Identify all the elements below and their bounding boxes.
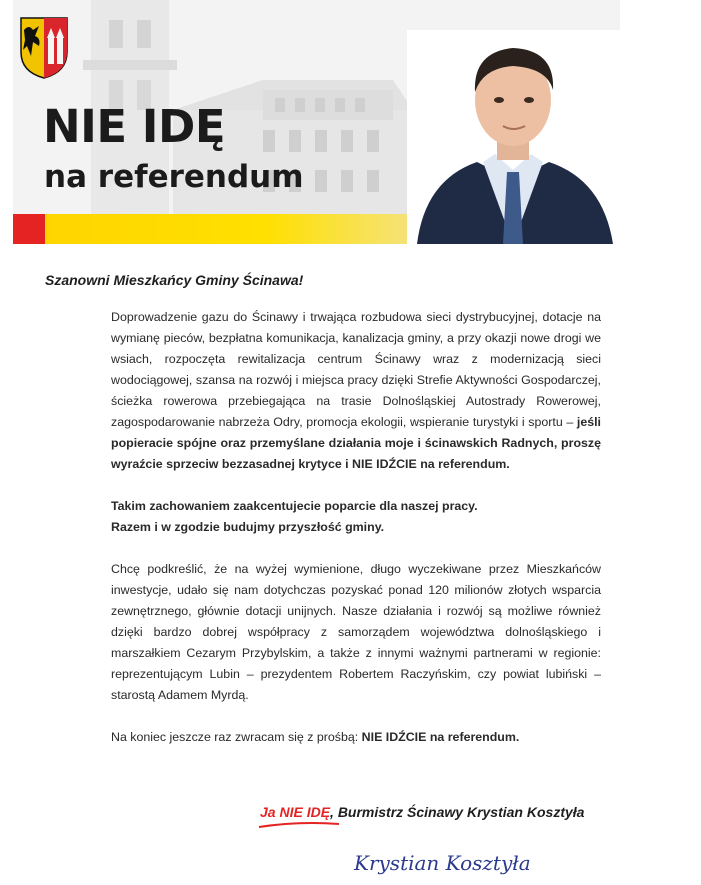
subheadline: na referendum: [44, 159, 304, 195]
paragraph-1-bold: jeśli popieracie spójne oraz przemyślane działania moje i ścinawskich Radnych, proszę wyraźcie sprzeciw bezzasadnej krytyce i NIE IDŹCIE na referendum.: [111, 415, 601, 471]
author-name: Burmistrz Ścinawy Krystian Kosztyła: [337, 804, 585, 820]
headline: NIE IDĘ: [43, 100, 226, 153]
paragraph-4-bold: NIE IDŹCIE na referendum.: [361, 730, 520, 744]
handwritten-signature: [350, 842, 560, 882]
slogan-underline-swoosh: [258, 821, 340, 829]
hero-banner: [13, 0, 620, 244]
paragraph-2-line-2: Razem i w zgodzie budujmy przyszłość gminy.: [111, 520, 385, 534]
paragraph-2: [111, 496, 601, 538]
paragraph-1: [111, 307, 601, 475]
signature-text: Krystian Kosztyła: [354, 851, 531, 875]
letter-body: [111, 307, 601, 748]
coat-of-arms-logo: [19, 16, 69, 80]
red-accent-bar: [13, 214, 45, 244]
yellow-accent-bar: [45, 214, 411, 244]
paragraph-4-regular: Na koniec jeszcze raz zwracam się z prośbą:: [111, 730, 362, 744]
paragraph-4: [111, 727, 601, 748]
signature-line: [260, 804, 584, 820]
mayor-portrait: [407, 30, 620, 244]
signature-comma: ,: [330, 804, 338, 820]
paragraph-1-regular: Doprowadzenie gazu do Ścinawy i trwająca rozbudowa sieci dystrybucyjnej, dotacje na wymianę pieców, bezpłatna komunikacja, kanalizacja gminy, a przy okazji nowe drogi we wsiach, rozpoczęta rewitalizacja centrum Ścinawy wraz z modernizacją sieci wodociągowej, szansa na rozwój i miejsca pracy dzięki Strefie Aktywności Gospodarczej, ścieżka rowerowa przebiegająca na trasie Dolnośląskiej Autostrady Rowerowej, zagospodarowanie nabrzeża Odry, promocja ekologii, wspieranie turystyki i sportu –: [111, 310, 601, 429]
paragraph-2-line-1: Takim zachowaniem zaakcentujecie poparcie dla naszej pracy.: [111, 499, 478, 513]
slogan: Ja NIE IDĘ: [260, 804, 331, 820]
greeting: Szanowni Mieszkańcy Gminy Ścinawa!: [45, 272, 304, 288]
paragraph-3: Chcę podkreślić, że na wyżej wymienione, długo wyczekiwane przez Mieszkańców inwestycje, udało się nam dotychczas pozyskać ponad 120 milionów złotych wsparcia zewnętrznego, głównie dotacji unijnych. Nasze działania i rozwój są możliwe również dzięki bardzo dobrej współpracy z samorządem województwa dolnośląskiego i marszałkiem Cezarym Przybylskim, a także z innymi ważnymi partnerami w regionie: reprezentującym Lubin – prezydentem Robertem Raczyńskim, czy powiat lubiński – starostą Adamem Myrdą.: [111, 562, 601, 702]
